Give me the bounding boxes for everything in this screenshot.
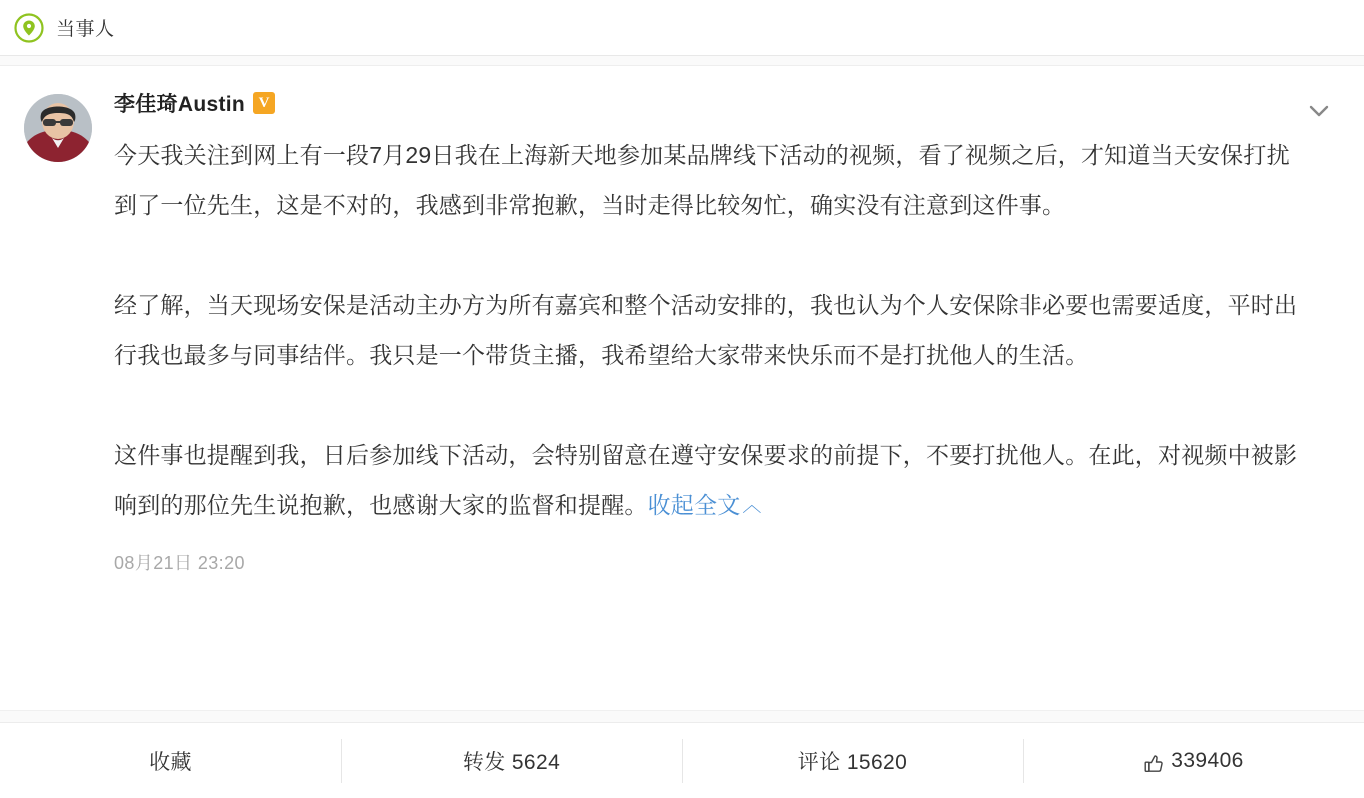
post-container xyxy=(0,66,1364,575)
paragraph-gap xyxy=(114,380,1300,430)
author-row xyxy=(114,88,1300,118)
favorite-button[interactable] xyxy=(0,739,341,783)
avatar[interactable] xyxy=(24,94,92,162)
post-timestamp: 08月21日 23:20 xyxy=(114,553,245,573)
like-count: 339406 xyxy=(1171,748,1244,772)
chevron-down-icon[interactable] xyxy=(1302,94,1336,128)
favorite-label: 收藏 xyxy=(149,750,192,774)
header-divider xyxy=(0,56,1364,66)
post-main xyxy=(92,88,1340,575)
repost-button[interactable] xyxy=(341,739,682,783)
like-button[interactable] xyxy=(1023,739,1364,783)
collapse-text-label: 收起全文 xyxy=(647,492,741,518)
author-name[interactable]: 李佳琦Austin xyxy=(114,93,246,116)
post-text xyxy=(114,130,1300,533)
post-paragraph-1: 今天我关注到网上有一段7月29日我在上海新天地参加某品牌线下活动的视频，看了视频之后，才知道当天安保打扰到了一位先生，这是不对的，我感到非常抱歉，当时走得比较匆忙，确实没有注意到这件事。 xyxy=(114,142,1290,218)
action-divider xyxy=(0,710,1364,722)
collapse-text-link[interactable] xyxy=(648,492,762,518)
comment-label: 评论 15620 xyxy=(797,750,908,774)
post-paragraph-2: 经了解，当天现场安保是活动主办方为所有嘉宾和整个活动安排的，我也认为个人安保除非必要也需要适度，平时出行我也最多与同事结伴。我只是一个带货主播，我希望给大家带来快乐而不是打扰他人的生活。 xyxy=(114,292,1298,368)
verified-badge-label: V xyxy=(258,94,270,111)
post-paragraph-3-text: 这件事也提醒到我，日后参加线下活动，会特别留意在遵守安保要求的前提下，不要打扰他人。在此，对视频中被影响到的那位先生说抱歉，也感谢大家的监督和提醒。 xyxy=(114,442,1298,518)
chevron-up-icon: ︿ xyxy=(742,495,762,516)
paragraph-gap xyxy=(114,230,1300,280)
verified-badge xyxy=(253,92,275,114)
thumbs-up-icon xyxy=(1143,753,1165,775)
post-action-bar xyxy=(0,722,1364,798)
location-pin-icon xyxy=(14,13,44,43)
repost-label: 转发 5624 xyxy=(462,750,561,774)
post-paragraph-3 xyxy=(114,430,1300,533)
comment-button[interactable] xyxy=(682,739,1023,783)
page-title: 当事人 xyxy=(56,19,115,40)
page-header xyxy=(0,0,1364,56)
